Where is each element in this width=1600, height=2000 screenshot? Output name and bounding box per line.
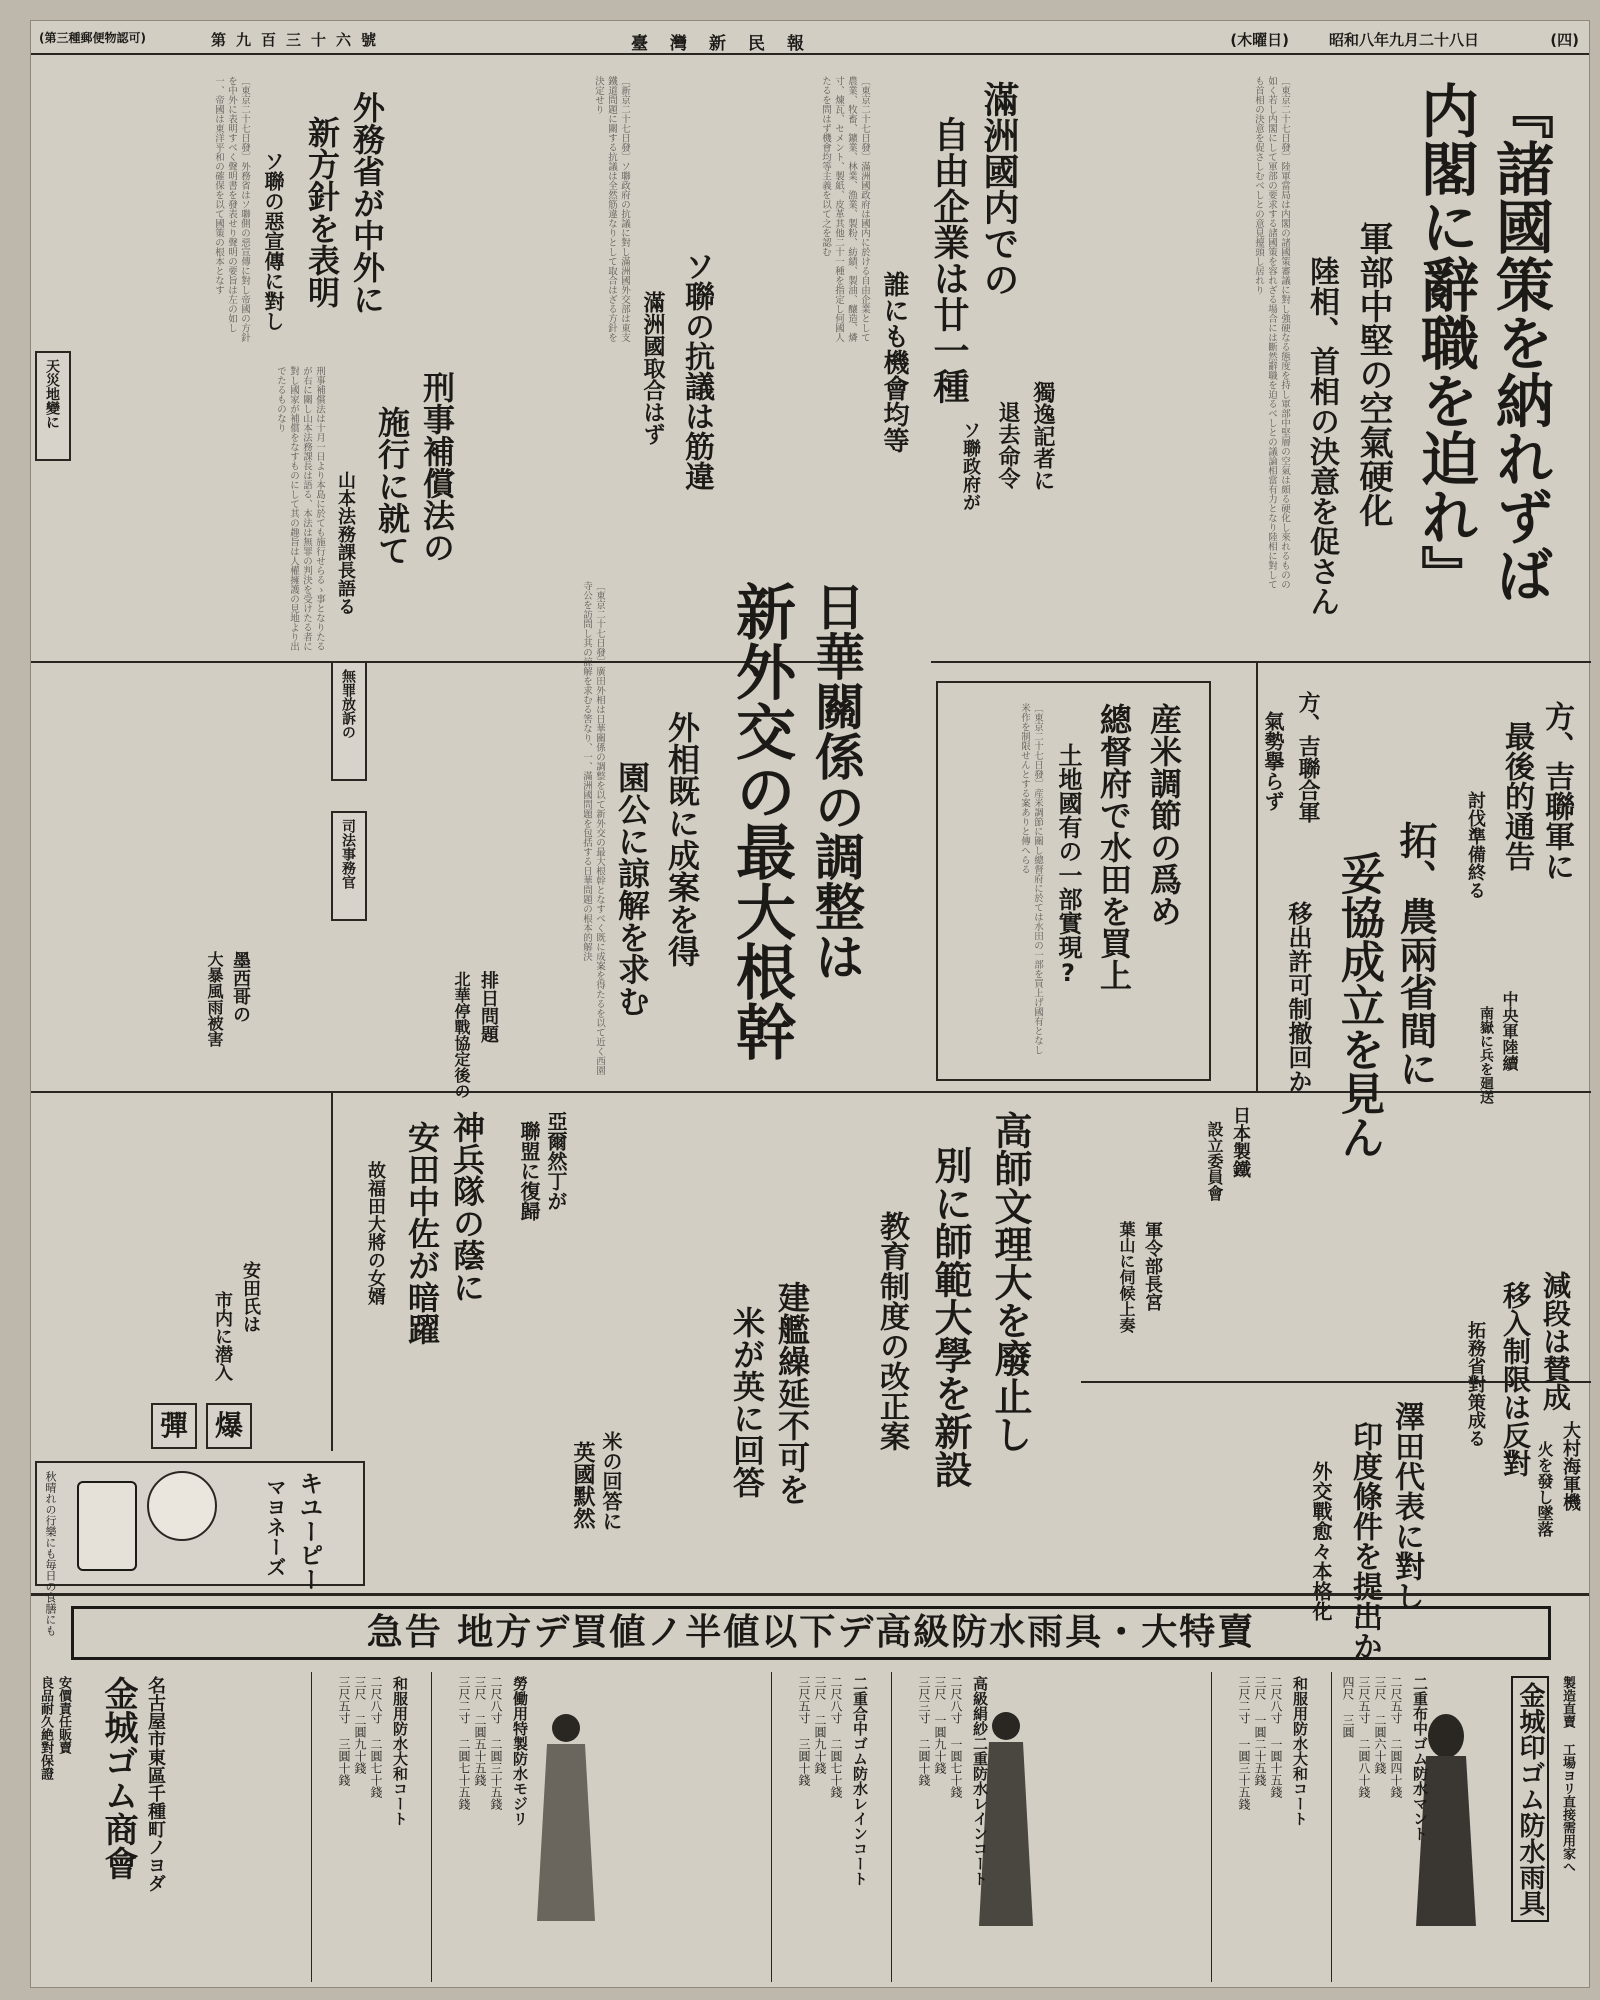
subhead-kikai-kinto: 誰にも機會均等 [879,271,909,453]
headline-gentan: 減段は賛成 [1539,1271,1572,1411]
subhead-setsuritsu-iinkai: 設立委員會 [1205,1121,1224,1201]
price-row: 四尺 三圓 [1341,1676,1355,1738]
subhead-tochi-kokuyu: 土地國有の一部實現? [1054,743,1082,987]
headline-bei-kaito: 米の回答に [599,1431,623,1531]
ad-guarantee: 良品耐久絶對保證 [38,1676,53,1780]
product-name: 和服用防水大和コート [1291,1676,1309,1826]
subhead-hayama: 葉山に伺候上奏 [1117,1221,1136,1333]
headline-nikka-kankei: 日華關係の調整は [807,581,866,981]
headline-omura-kaigun: 大村海軍機 [1560,1421,1581,1511]
section-divider [931,661,1591,663]
headline-mexico: 墨西哥の [230,951,251,1023]
product-name: 二重合中ゴム防水レインコート [851,1676,869,1886]
headline-shin-hoshin: 新方針を表明 [303,116,341,308]
headline-hokitsu-gun: 方、吉聯軍に [1539,701,1574,881]
price-row: 三尺三寸 二圓十錢 [917,1676,931,1786]
headline-nihon-seitetsu: 日本製鐵 [1230,1106,1251,1178]
kinjo-brand-mark: 金城印ゴム防水雨具 [1511,1676,1549,1922]
headline-saigo-tsukoku: 最後的通告 [1499,721,1534,871]
mujitsu-heading: 無罪放訴の [340,669,356,739]
subhead-kisei-agarazu: 氣勢擧らず [1261,711,1285,811]
masthead [31,21,1589,55]
headline-yasuda-shi: 安田氏は [240,1261,261,1333]
product-name: 和服用防水大和コート [391,1676,409,1826]
subhead-shinai-senjyu: 市内に潜入 [212,1291,233,1381]
bakudan-ad-2 [206,1403,252,1449]
product-column [771,1672,881,1982]
headline-dokuitsu-kisha: 獨逸記者に [1030,381,1055,491]
bakudan-mark-2: 爆 [214,1409,243,1442]
issue-number: 第九百三十六號 [211,31,387,49]
company-address: 名古屋市東區千種町ノヨダ [145,1676,166,1892]
headline-shihan-daigaku: 別に師範大學を新設 [928,1146,973,1488]
headline-kenkan: 建艦繰延不可を [773,1281,811,1505]
subhead-hokka-teisen: 北華停戰協定後の [452,971,471,1099]
article-body: 〔東京二十七日發〕廣田外相は日華關係の調整を以て新外交の最大根幹となすべく既に成案を得たるを以て近く西園寺公を訪問し其の諒解を求むる筈なり、一、滿洲國問題を包括する日華問題の根本的解決 [581,581,605,1075]
headline-bei-ei-kaito: 米が英に回答 [728,1306,766,1498]
issue-date: 昭和八年九月二十八日 [1328,31,1479,49]
product-column [311,1672,421,1982]
headline-rengo-gun: 方、吉聯合軍 [1295,691,1320,823]
subhead-fukuda-taisho: 故福田大將の女婿 [365,1161,386,1305]
subhead-eikoku-mokuzen: 英國默然 [570,1441,595,1529]
newspaper-page [30,20,1590,1988]
headline-chuo-gun: 中央軍陸續 [1500,991,1519,1071]
product-column [431,1672,541,1982]
column-rule [1256,661,1258,1091]
headline-koshi-bunridai: 高師文理大を廢止し [988,1111,1033,1453]
postal-notice: (第三種郵便物認可) [39,31,146,45]
byline-yamamoto: 山本法務課長語る [335,471,356,615]
subhead-gaisho-seian: 外相既に成案を得 [663,711,701,967]
product-name: 二重布中ゴム防水マント [1411,1676,1429,1841]
ad-safe-sale: 安價責任販賣 [56,1676,71,1754]
article-box-sanmai [936,681,1211,1081]
headline-dakyo-seiritsu: 妥協成立を見ん [1333,851,1384,1159]
headline-manshukoku: 滿洲國内での [978,81,1020,297]
article-body: 〔東京二十七日發〕陸軍當局は内閣の諸國策審議に對し強硬なる態度を持し軍部中堅層の空氣は頗る硬化し來れるものの如く若し内閣にして軍部の要求する諸國策を容れざる場合には斷然辭職を迫るべしとの議論相當有力となり陸相に對しても首相の決意を促さしむべしとの意見擡頭し居れり [1253,76,1290,589]
kewpie-brand: キユーピー [295,1471,323,1591]
headline-naikaku-jishoku: 内閣に辭職を迫れ』 [1411,81,1479,603]
headline-gaimusho: 外務省が中外に [348,91,386,315]
raincoat-illustration-worker [531,1706,601,1936]
subhead-akusenden: ソ聯の惡宣傳に對し [261,151,285,331]
headline-shokokusaku: 『諸國策を納れずば [1486,81,1554,603]
headline-jiyu-kigyo: 自由企業は廿一種 [928,116,970,404]
subhead-manshukoku-toriawazu: 滿洲國取合はず [640,291,665,445]
article-body: 〔東京二十七日發〕外務省はソ聯側の惡宣傳に對し帝國の方針を中外に表明すべく聲明書を發表せり聲明の要旨は左の如し一、帝國は東洋平和の確保を以て國策の根本となす [213,76,250,342]
shiho-heading: 司法事務官 [340,819,356,889]
kewpie-copy: 秋晴れの行樂にも毎日の食膳にも [44,1471,57,1636]
price-row: 二尺八寸 二圓七十錢 [829,1676,843,1798]
price-row: 二尺八寸 二圓三十五錢 [489,1676,503,1810]
product-column [1211,1672,1321,1982]
kewpie-product: マヨネーズ [263,1477,287,1577]
company-name: 金城ゴム商會 [98,1676,138,1880]
subhead-rikusho-shusho: 陸相、首相の決意を促さん [1304,256,1339,616]
product-name: 勞働用特製防水モジリ [511,1676,529,1826]
price-row: 三尺二寸 二圓七十五錢 [457,1676,471,1810]
headline-indo-joken: 印度條件を提出か [1347,1421,1382,1661]
headline-yasuda-chusa: 安田中佐が暗躍 [403,1121,441,1345]
headline-takunoh: 拓、農兩省間に [1393,821,1438,1087]
headline-shinpeitai: 神兵隊の蔭に [448,1111,486,1303]
headline-sorens-kogi: ソ聯の抗議は筋違 [679,251,714,491]
subhead-nangaku: 南嶽に兵を廻送 [1478,1006,1494,1104]
article-body: 〔東京二十七日發〕産米調節に關し總督府に於ては水田の一部を買上げ國有となし米作を制限せんとする案ありと傳へらる [1019,703,1043,1055]
article-body: 〔新京二十七日發〕ソ聯政府の抗議に對し滿洲國外交部は東支鐵道問題に關する抗議は全然筋違なりとして取合はざる方針を決定せり [593,76,630,342]
price-row: 三尺 一圓二十五錢 [1253,1676,1267,1786]
price-row: 三尺五寸 二圓八十錢 [1357,1676,1371,1798]
price-row: 三尺五寸 三圓十錢 [337,1676,351,1786]
price-row: 三尺五寸 三圓十錢 [797,1676,811,1786]
mujitsu-box [331,661,367,781]
subhead-enko-ryokai: 園公に諒解を求む [613,761,651,1017]
page-number: (四) [1550,31,1579,49]
mayonnaise-bottle-icon [77,1481,137,1571]
price-row: 二尺八寸 一圓七十錢 [949,1676,963,1798]
ad-headline: 急告 地方デ買値ノ半値以下デ高級防水雨具・大特賣 [71,1606,1551,1660]
paper-name: 臺灣新民報 [631,34,826,54]
article-body: 〔東京二十七日發〕滿洲國政府は國内に於ける自由企業として農業、牧畜、鑛業、林業、漁業、製粉、紡績、製油、釀造、燐寸、煉瓦、セメント、製紙、皮革其他二十一種を指定し何國人たるを問はず機會均等主義を以て之を認む [820,76,870,342]
price-row: 三尺二寸 一圓三十五錢 [1237,1676,1251,1810]
price-row: 三尺 二圓九十錢 [353,1676,367,1774]
subhead-soren-seifu: ソ聯政府が [960,421,981,511]
bakudan-ad-1 [151,1403,197,1449]
subhead-tobatsu-junbi: 討伐準備終る [1465,791,1486,899]
price-row: 二尺八寸 一圓十五錢 [1269,1676,1283,1798]
subhead-ishutsu-kyoka: 移出許可制撤回か [1284,901,1312,1093]
ad-maker-note: 製造直賣 工場ヨリ直接需用家へ [1560,1676,1575,1873]
price-row: 二尺八寸 二圓七十錢 [369,1676,383,1798]
shiho-box [331,811,367,921]
price-row: 三尺 二圓九十錢 [813,1676,827,1774]
headline-keiji-hosho: 刑事補償法の [418,371,456,563]
tensai-box [35,351,71,461]
bakudan-mark-1: 彈 [159,1409,188,1442]
headline-hainichi: 排日問題 [478,971,499,1043]
headline-inyu-seigen: 移入制限は反對 [1499,1281,1532,1477]
headline-argentina: 亞爾然丁が [544,1111,568,1211]
subhead-tsuiraku: 火を發し墜落 [1535,1441,1554,1537]
headline-shin-gaiko: 新外交の最大根幹 [726,581,796,1061]
headline-sanmai: 産米調節の爲め [1145,703,1183,927]
product-name: 高級絹紗二重防水レインコート [971,1676,989,1886]
tensai-heading: 天災地變に [44,359,60,429]
product-column [891,1672,1001,1982]
column-rule [331,1091,333,1451]
headline-sotokufu-suiden: 總督府で水田を買上 [1095,703,1133,991]
subhead-gaiko-sen: 外交戰愈々本格化 [1309,1461,1333,1621]
subhead-boufu-higai: 大暴風雨被害 [205,951,224,1047]
headline-taikyo-meirei: 退去命令 [995,401,1020,489]
kewpie-doll-icon [147,1471,217,1541]
subhead-kyoiku-seido: 教育制度の改正案 [874,1211,909,1451]
price-row: 三尺 二圓六十錢 [1373,1676,1387,1774]
raincoat-ad [31,1593,1589,1989]
subhead-takumusho: 拓務省對策成る [1465,1321,1486,1447]
product-column [1331,1672,1441,1982]
subhead-renmei-fukki: 聯盟に復歸 [517,1121,541,1221]
headline-sawada: 澤田代表に對し [1389,1401,1424,1611]
price-row: 三尺 一圓九十錢 [933,1676,947,1774]
headline-gunreibucho: 軍令部長宮 [1142,1221,1163,1311]
headline-shiko: 施行に就て [373,406,411,566]
kewpie-ad [35,1461,365,1636]
price-row: 二尺五寸 二圓四十錢 [1389,1676,1403,1798]
subhead-gunbu-chuken: 軍部中堅の空氣硬化 [1353,221,1393,527]
weekday: (木曜日) [1230,31,1289,49]
price-row: 三尺 二圓五十五錢 [473,1676,487,1786]
article-body: 刑事補償法は十月一日より本島に於ても施行せらるゝ事となりたるが右に關し山本法務課長は語る、本法は無罪の判決を受けたる者に對し國家が補償をなすものにして其の趣旨は人權擁護の見地より出でたるものなり [275,366,325,651]
